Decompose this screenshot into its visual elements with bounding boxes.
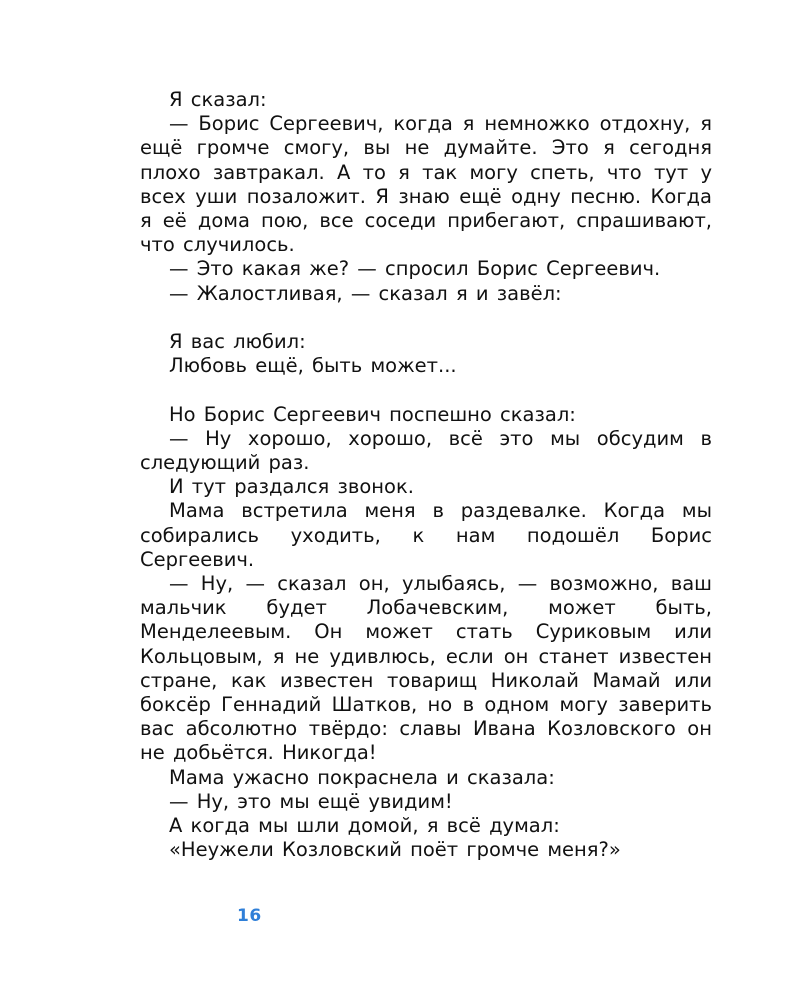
stanza-spacer-bottom — [140, 378, 712, 402]
paragraph-10: Мама ужасно покраснела и сказала: — [169, 765, 555, 789]
paragraph-1: Я сказал: — [169, 88, 267, 111]
paragraph-13: «Неужели Козловский поёт громче меня?» — [169, 838, 621, 862]
paragraph-12: А когда мы шли домой, я всё думал: — [169, 814, 560, 838]
paragraph-6: — Ну хорошо, хорошо, всё это мы обсудим в следующий раз. — [140, 426, 712, 475]
paragraph-4: — Жалостливая, — сказал я и завёл: — [169, 281, 562, 305]
page-number: 16 — [237, 906, 262, 926]
paragraph-9: — Ну, — сказал он, улыбаясь, — возможно, ваш мальчик будет Лобачевским, может быть, Менделеевым. Он может стать Суриковым или Кольцовым, я не удивлюсь, если он станет известен стране, как известен товарищ Николай Мамай или боксёр Геннадий Шатков, но в одном могу заверить вас абсолютно твёрдо: славы Ивана Козловского он не добьётся. Никогда! — [140, 572, 712, 765]
verse-line-1: Я вас любил: — [169, 330, 306, 354]
paragraph-7: И тут раздался звонок. — [169, 475, 414, 499]
paragraph-8: Мама встретила меня в раздевалке. Когда мы собирались уходить, к нам подошёл Борис Сергеевич. — [140, 499, 712, 571]
book-page-text — [140, 88, 712, 862]
paragraph-11: — Ну, это мы ещё увидим! — [169, 789, 453, 813]
stanza-spacer-top — [140, 306, 712, 330]
paragraph-2: — Борис Сергеевич, когда я немножко отдохну, я ещё громче смогу, вы не думайте. Это я сегодня плохо завтракал. А то я так могу спеть, что тут у всех уши позаложит. Я знаю ещё одну песню. Когда я её дома пою, все соседи прибегают, спрашивают, что случилось. — [140, 112, 712, 257]
verse-line-2: Любовь ещё, быть может... — [169, 354, 457, 378]
paragraph-5: Но Борис Сергеевич поспешно сказал: — [169, 402, 576, 426]
paragraph-3: — Это какая же? — спросил Борис Сергеевич. — [169, 257, 661, 281]
